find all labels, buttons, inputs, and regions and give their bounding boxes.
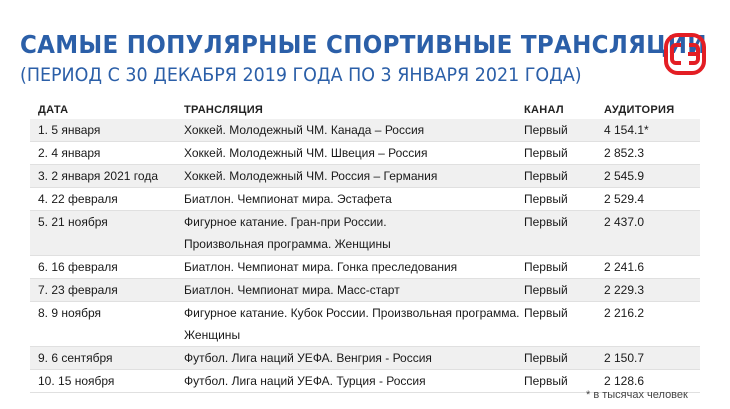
cell-channel: Первый (524, 123, 568, 137)
table-row (30, 256, 700, 279)
cell-audience: 2 529.4 (604, 192, 645, 206)
cell-audience: 2 229.3 (604, 283, 645, 297)
cell-broadcast (184, 370, 524, 393)
broadcast-line: Произвольная программа. Женщины (184, 237, 391, 251)
cell-channel: Первый (524, 351, 568, 365)
cell-date: 7. 23 февраля (38, 283, 118, 297)
page-title: САМЫЕ ПОПУЛЯРНЫЕ СПОРТИВНЫЕ ТРАНСЛЯЦИИ (20, 30, 707, 59)
cell-audience: 2 216.2 (604, 306, 645, 320)
cell-date: 5. 21 ноября (38, 215, 108, 229)
cell-date: 3. 2 января 2021 года (38, 169, 158, 183)
cell-channel: Первый (524, 283, 568, 297)
cell-channel: Первый (524, 306, 568, 320)
broadcasts-table (30, 102, 700, 393)
table-row (30, 165, 700, 188)
broadcast-line: Хоккей. Молодежный ЧМ. Швеция – Россия (184, 146, 428, 160)
broadcast-line: Женщины (184, 328, 241, 342)
cell-broadcast (184, 347, 524, 370)
column-header-audience: АУДИТОРИЯ (604, 104, 675, 116)
cell-channel: Первый (524, 374, 568, 388)
broadcast-line: Футбол. Лига наций УЕФА. Венгрия - Россия (184, 351, 432, 365)
cell-broadcast (184, 302, 524, 347)
cell-channel: Первый (524, 192, 568, 206)
cell-date: 8. 9 ноября (38, 306, 102, 320)
table-row (30, 347, 700, 370)
cell-audience: 2 852.3 (604, 146, 645, 160)
broadcast-line: Футбол. Лига наций УЕФА. Турция - Россия (184, 374, 426, 388)
cell-audience: 4 154.1* (604, 123, 649, 137)
sport-express-logo-icon (664, 33, 706, 75)
cell-date: 10. 15 ноября (38, 374, 115, 388)
cell-date: 2. 4 января (38, 146, 101, 160)
column-header-channel: КАНАЛ (524, 104, 564, 116)
cell-channel: Первый (524, 146, 568, 160)
cell-broadcast (184, 279, 524, 302)
cell-date: 6. 16 февраля (38, 260, 118, 274)
cell-channel: Первый (524, 169, 568, 183)
cell-broadcast (184, 211, 524, 256)
cell-channel: Первый (524, 215, 568, 229)
broadcast-line: Хоккей. Молодежный ЧМ. Канада – Россия (184, 123, 425, 137)
column-header-broadcast: ТРАНСЛЯЦИЯ (184, 104, 264, 116)
cell-date: 1. 5 января (38, 123, 101, 137)
cell-audience: 2 128.6 (604, 374, 645, 388)
broadcast-line: Хоккей. Молодежный ЧМ. Россия – Германия (184, 169, 438, 183)
cell-broadcast (184, 256, 524, 279)
cell-audience: 2 437.0 (604, 215, 645, 229)
table-row (30, 279, 700, 302)
cell-audience: 2 241.6 (604, 260, 645, 274)
broadcast-line: Биатлон. Чемпионат мира. Гонка преследования (184, 260, 458, 274)
broadcast-line: Фигурное катание. Кубок России. Произвольная программа. (184, 306, 520, 320)
table-row (30, 211, 700, 256)
header (20, 30, 707, 88)
column-header-date: ДАТА (38, 104, 69, 116)
table-row (30, 302, 700, 347)
table-header-row (30, 102, 700, 119)
cell-broadcast (184, 165, 524, 188)
table-row (30, 119, 700, 142)
cell-audience: 2 545.9 (604, 169, 645, 183)
cell-date: 4. 22 февраля (38, 192, 118, 206)
broadcast-line: Биатлон. Чемпионат мира. Масс-старт (184, 283, 400, 297)
cell-channel: Первый (524, 260, 568, 274)
table-row (30, 188, 700, 211)
cell-broadcast (184, 188, 524, 211)
cell-audience: 2 150.7 (604, 351, 645, 365)
footnote: * в тысячах человек (586, 389, 688, 401)
broadcast-line: Фигурное катание. Гран-при России. (184, 215, 387, 229)
cell-date: 9. 6 сентября (38, 351, 113, 365)
page-subtitle: (ПЕРИОД С 30 ДЕКАБРЯ 2019 ГОДА ПО 3 ЯНВАРЯ 2021 ГОДА) (20, 64, 582, 86)
table-row (30, 142, 700, 165)
cell-broadcast (184, 119, 524, 142)
cell-broadcast (184, 142, 524, 165)
broadcast-line: Биатлон. Чемпионат мира. Эстафета (184, 192, 392, 206)
